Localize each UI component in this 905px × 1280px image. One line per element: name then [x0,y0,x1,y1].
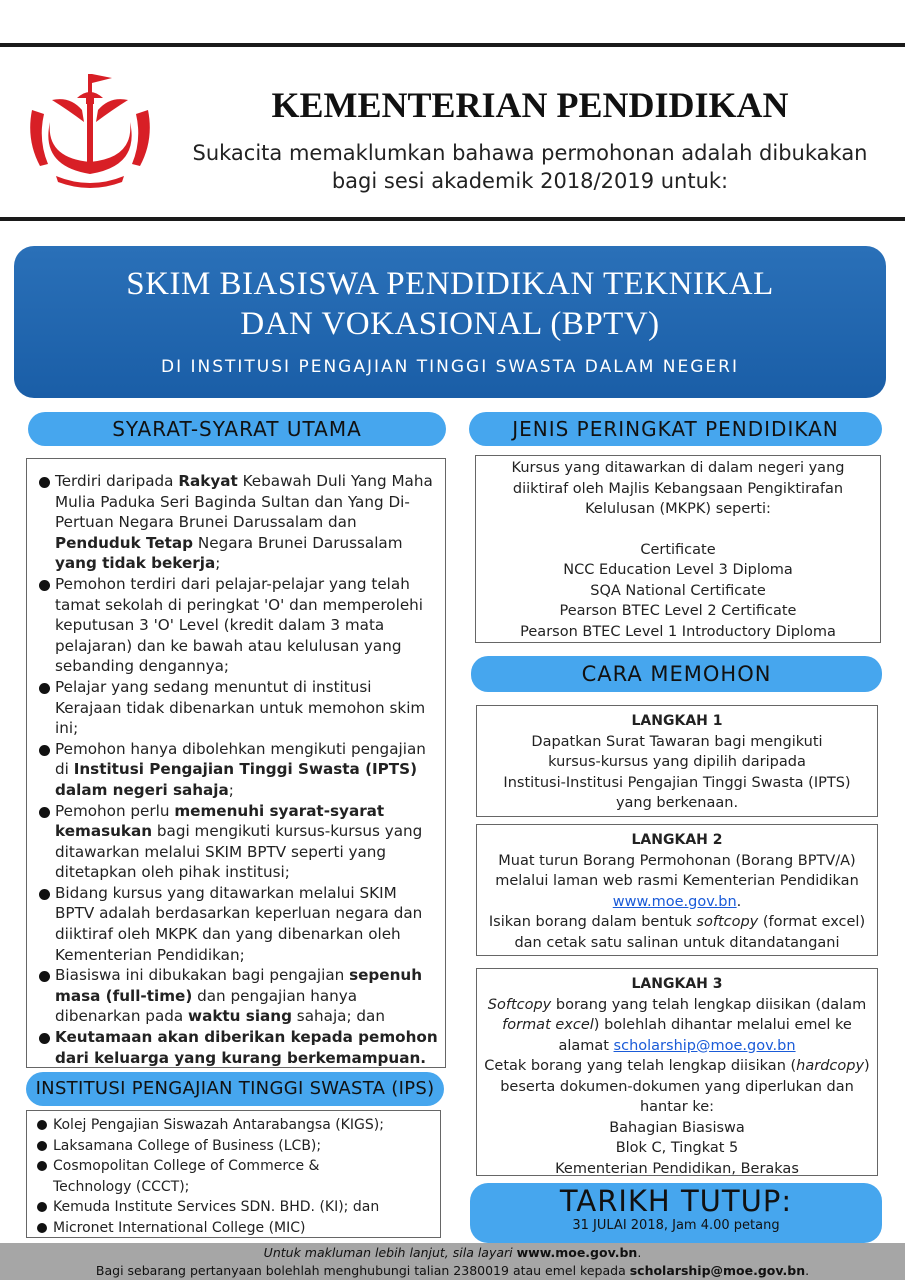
requirement-item: Keutamaan akan diberikan kepada pemohon dari keluarga yang kurang berkemampuan. [37,1027,439,1068]
banner-subtitle: DI INSTITUSI PENGAJIAN TINGGI SWASTA DALAM NEGERI [160,357,739,377]
deadline-date: 31 JULAI 2018, Jam 4.00 petang [572,1218,780,1233]
step-3-line: alamat scholarship@moe.gov.bn [558,1037,796,1054]
step-1-title: LANGKAH 1 [631,713,723,729]
deadline-box [470,1183,882,1243]
ips-heading: INSTITUSI PENGAJIAN TINGGI SWASTA (IPS) [26,1072,444,1106]
levels-intro-2: diiktiraf oleh Majlis Kebangsaan Pengiktirafan [512,480,844,497]
step-3-line: Softcopy borang yang telah lengkap diisikan (dalam [487,996,867,1013]
address-line: Blok C, Tingkat 5 [615,1140,739,1156]
requirement-item: Pemohon perlu memenuhi syarat-syarat kemasukan bagi mengikuti kursus-kursus yang ditawarkan melalui SKIM BPTV seperti yang ditetapkan oleh pihak institusi; [37,801,439,883]
levels-intro-3: Kelulusan (MKPK) seperti: [585,501,771,517]
footer-email-link[interactable]: scholarship@moe.gov.bn [629,1262,806,1278]
step-1-line: Dapatkan Surat Tawaran bagi mengikuti [531,733,823,750]
step-2-line: dan cetak satu salinan untuk ditandatangani [514,934,840,951]
step-1-box [476,705,878,817]
step-3-title: LANGKAH 3 [631,976,723,992]
scheme-banner [14,246,886,398]
step-3-line: beserta dokumen-dokumen yang diperlukan dan [500,1078,854,1095]
ips-box [26,1110,441,1238]
ips-item: Kolej Pengajian Siswazah Antarabangsa (KIGS); [35,1115,434,1136]
footer-website-link[interactable]: www.moe.gov.bn [516,1245,638,1260]
bottom-rule [0,217,905,221]
footer-line-2: Bagi sebarang pertanyaan bolehlah menghubungi talian 2380019 atau emel kepada scholarship@moe.gov.bn. [95,1262,810,1278]
levels-intro-1: Kursus yang ditawarkan di dalam negeri yang [511,460,845,476]
address-line: Kementerian Pendidikan, Berakas [555,1160,799,1177]
level-item: SQA National Certificate [590,582,766,599]
levels-heading: JENIS PERINGKAT PENDIDIKAN [469,412,882,446]
step-1-line: kursus-kursus yang dipilih daripada [548,754,806,770]
level-item: Certificate [640,541,716,558]
step-3-line: hantar ke: [639,1099,715,1115]
banner-title-line-2: DAN VOKASIONAL (BPTV) [240,306,660,342]
announcement-text [165,139,895,195]
deadline-title: TARIKH TUTUP: [559,1184,793,1218]
requirement-item: Biasiswa ini dibukakan bagi pengajian sepenuh masa (full-time) dan pengajian hanya dibenarkan pada waktu siang sahaja; dan [37,965,439,1027]
step-2-box: LANGKAH 2 Muat turun Borang Permohonan (Borang BPTV/A) melalui laman web rasmi Kementerian Pendidikan www.moe.gov.bn. Isikan borang dalam bentuk softcopy (format excel) dan cetak satu salinan untuk ditandatangani [476,824,878,956]
top-rule [0,43,905,47]
step-3-line: format excel) bolehlah dihantar melalui emel ke [502,1017,852,1033]
requirement-item: Pelajar yang sedang menuntut di institusi Kerajaan tidak dibenarkan untuk memohon skim ini; [37,677,439,739]
ips-item: Laksamana College of Business (LCB); [35,1136,434,1157]
apply-heading: CARA MEMOHON [471,656,882,692]
footer-line-1: Untuk makluman lebih lanjut, sila layari www.moe.gov.bn. [263,1245,642,1260]
ips-item: Micronet International College (MIC) [35,1218,434,1239]
moe-website-link[interactable]: www.moe.gov.bn [612,893,737,910]
requirements-box [26,458,446,1068]
requirement-item: Pemohon hanya dibolehkan mengikuti pengajian di Institusi Pengajian Tinggi Swasta (IPTS) dalam negeri sahaja; [37,739,439,801]
levels-box [475,455,881,643]
announcement-line-2: bagi sesi akademik 2018/2019 untuk: [331,169,729,193]
step-2-line: Isikan borang dalam bentuk softcopy (format excel) [488,914,866,930]
scholarship-email-link[interactable]: scholarship@moe.gov.bn [613,1037,796,1054]
banner-title-line-1: SKIM BIASISWA PENDIDIKAN TEKNIKAL [126,266,774,302]
step-2-line: melalui laman web rasmi Kementerian Pendidikan [495,873,859,889]
level-item: Pearson BTEC Level 1 Introductory Diploma [520,623,836,640]
ips-item: Kemuda Institute Services SDN. BHD. (KI); dan [35,1197,434,1218]
footer [0,1243,905,1280]
step-1-line: yang berkenaan. [615,795,739,811]
requirement-item: Terdiri daripada Rakyat Kebawah Duli Yang Maha Mulia Paduka Seri Baginda Sultan dan Yang Di-Pertuan Negara Brunei Darussalam dan Penduduk Tetap Negara Brunei Darussalam yang tidak bekerja; [37,471,439,574]
address-line: Bahagian Biasiswa [609,1119,745,1136]
brunei-crest-icon [22,70,172,192]
requirement-item: Pemohon terdiri dari pelajar-pelajar yang telah tamat sekolah di peringkat 'O' dan memperolehi keputusan 3 'O' Level (kredit dalam 3 mata pelajaran) dan ke bawah atau kelulusan yang sebanding dengannya; [37,574,439,677]
announcement-line-1: Sukacita memaklumkan bahawa permohonan adalah dibukakan [192,141,868,165]
level-item: NCC Education Level 3 Diploma [563,562,793,578]
requirements-heading: SYARAT-SYARAT UTAMA [28,412,446,446]
level-item: Pearson BTEC Level 2 Certificate [559,603,797,619]
ministry-title: KEMENTERIAN PENDIDIKAN [271,85,789,125]
step-3-line: Cetak borang yang telah lengkap diisikan (hardcopy) [484,1058,870,1074]
ips-item: Cosmopolitan College of Commerce & Technology (CCCT); [35,1156,434,1197]
step-2-title: LANGKAH 2 [631,832,723,848]
requirement-item: Bidang kursus yang ditawarkan melalui SKIM BPTV adalah berdasarkan keperluan negara dan diiktiraf oleh MKPK dan yang dibenarkan oleh Kementerian Pendidikan; [37,883,439,965]
step-3-box [476,968,878,1176]
step-1-line: Institusi-Institusi Pengajian Tinggi Swasta (IPTS) [503,774,851,791]
step-2-line: Muat turun Borang Permohonan (Borang BPTV/A) [498,852,856,869]
